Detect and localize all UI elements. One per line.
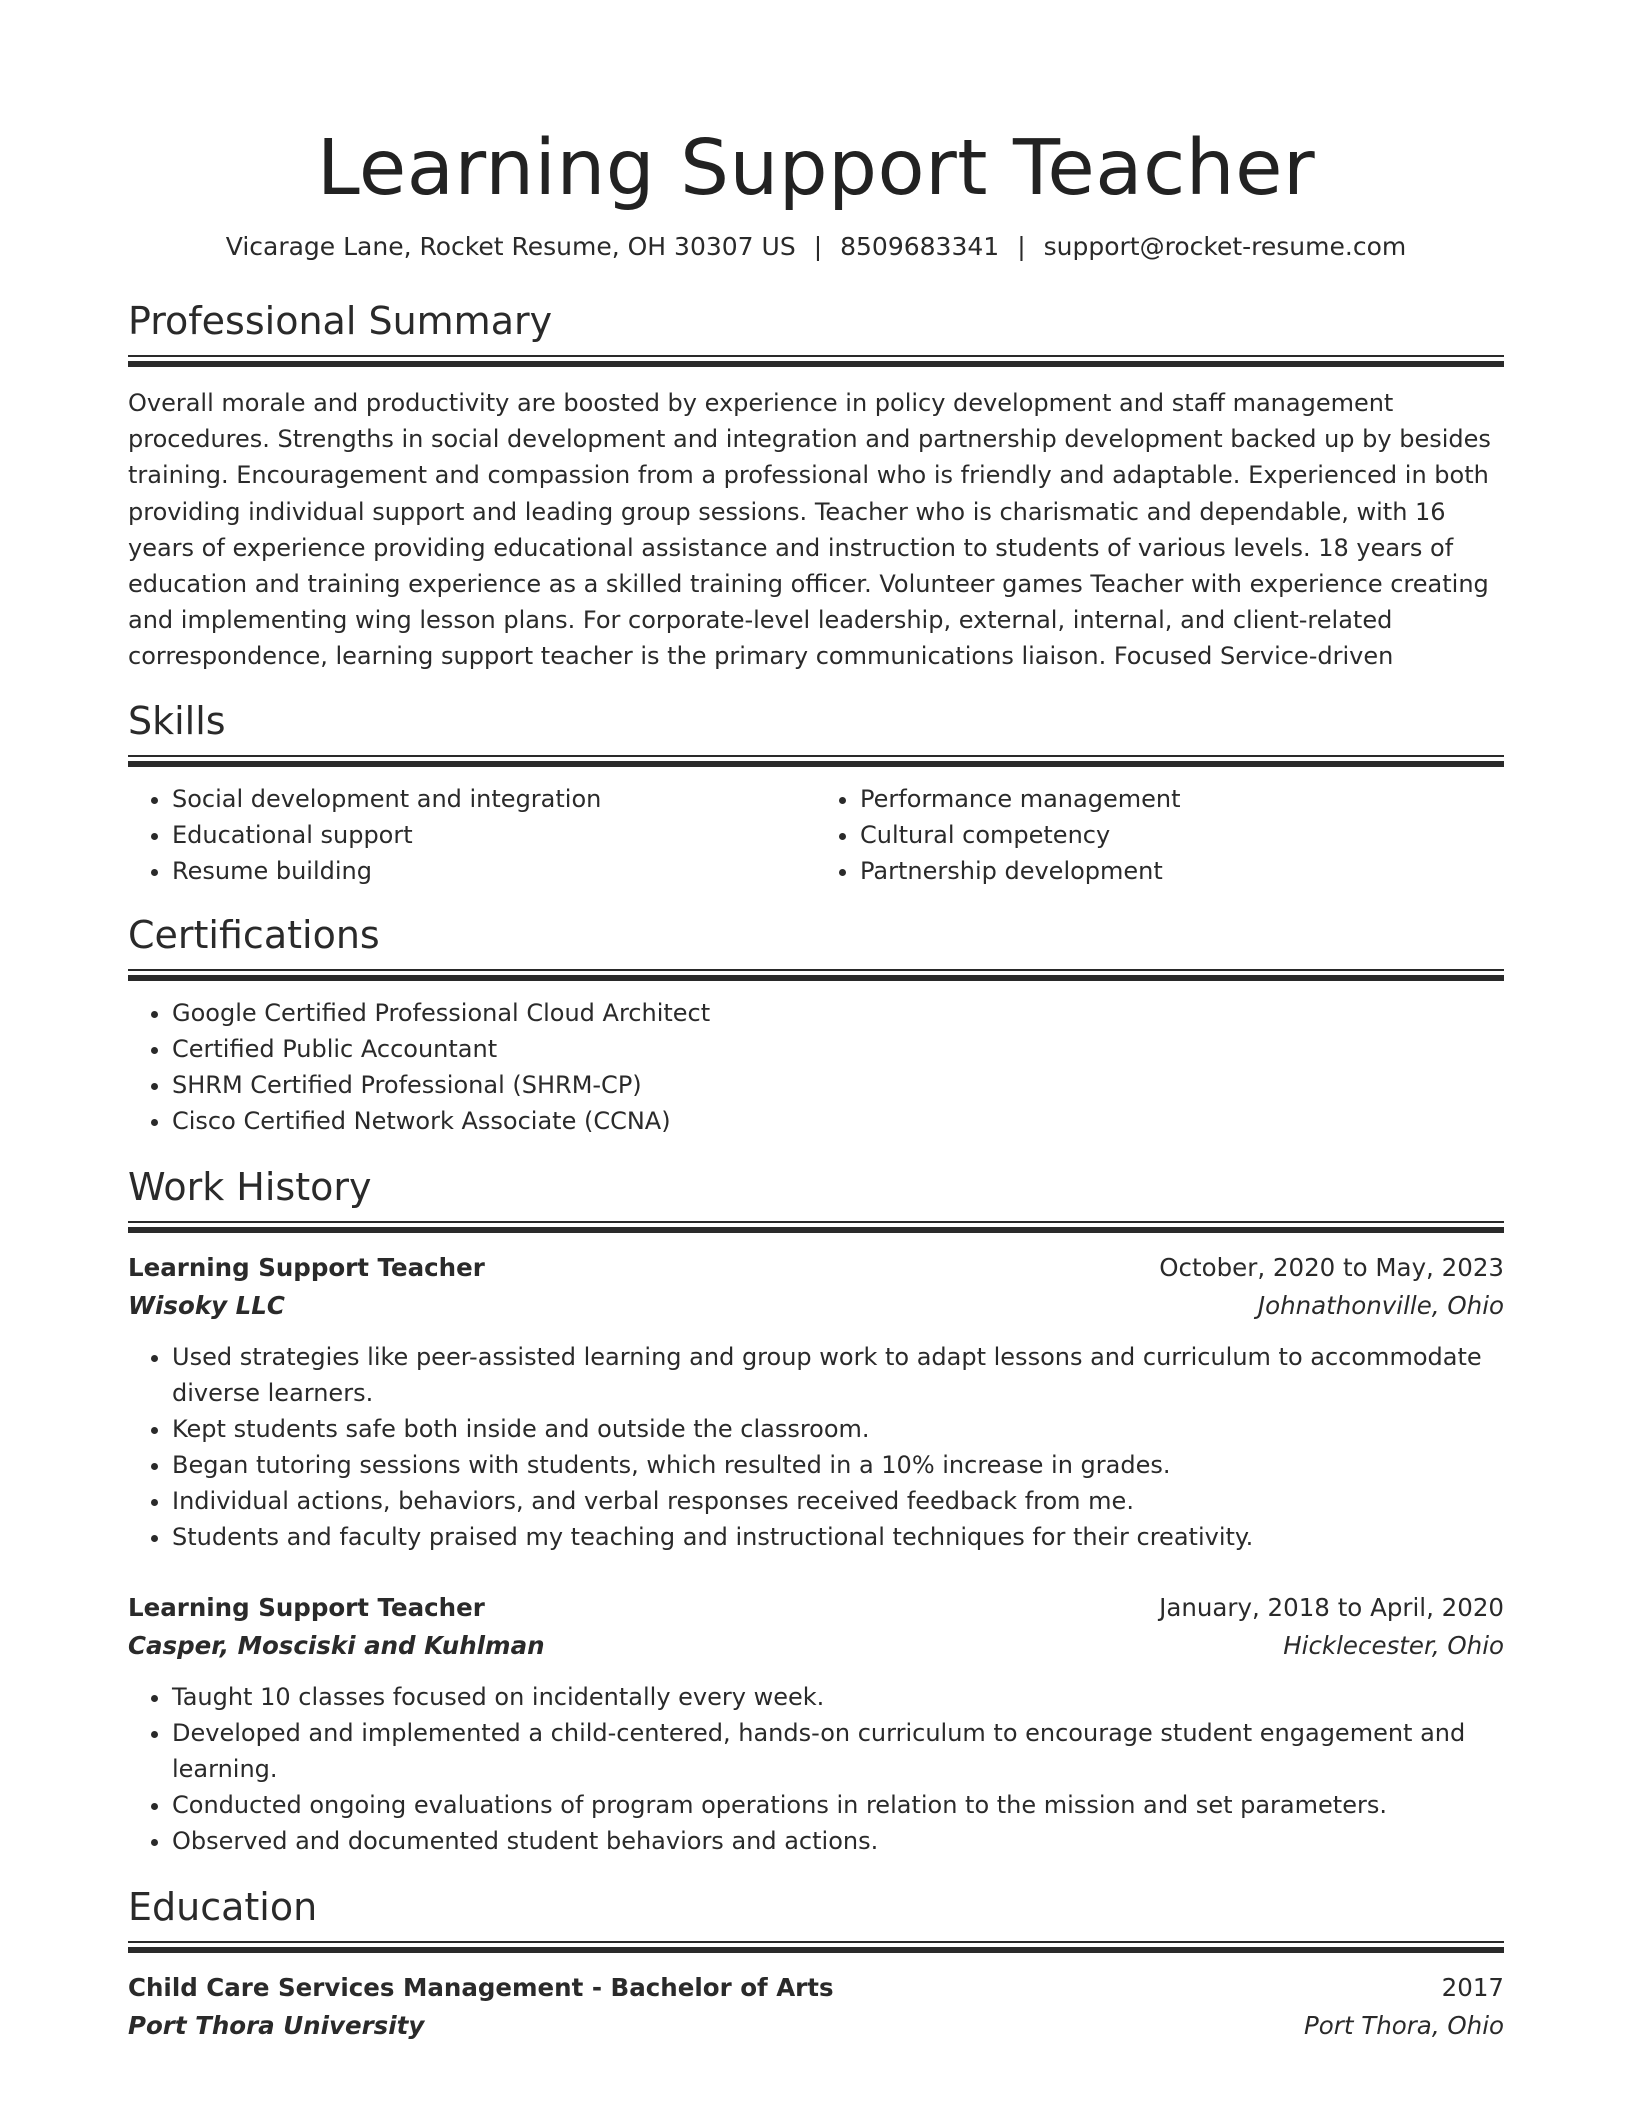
job-location: Hicklecester, Ohio	[1283, 1630, 1504, 1660]
skills-list-right	[816, 781, 1504, 889]
skills-grid	[128, 767, 1504, 889]
work-history-section	[128, 1163, 1504, 1859]
summary-text: Overall morale and productivity are boosted by experience in policy development and staff management procedures. Strengths in social development and integration and partnership development backed up by besides training. Encouragement and compassion from a professional who is friendly and adaptable. Experienced in both providing individual support and leading group sessions. Teacher who is charismatic and dependable, with 16 years of experience providing educational assistance and instruction to students of various levels. 18 years of education and training experience as a skilled training officer. Volunteer games Teacher with experience creating and implementing wing lesson plans. For corporate-level leadership, external, internal, and client-related correspondence, learning support teacher is the primary communications liaison. Focused Service-driven	[128, 389, 1491, 671]
section-divider	[128, 969, 1504, 981]
job-company: Casper, Mosciski and Kuhlman	[128, 1630, 545, 1660]
job-duty: • Began tutoring sessions with students, which resulted in a 10% increase in grades.	[172, 1447, 1504, 1483]
contact-separator: |	[1017, 232, 1026, 261]
education-heading: Education	[128, 1884, 318, 1929]
education-location: Port Thora, Ohio	[1304, 2010, 1504, 2040]
job-dates: October, 2020 to May, 2023	[1159, 1252, 1504, 1282]
skill-item: • Partnership development	[860, 853, 1504, 889]
job-company-row	[128, 1287, 1504, 1325]
education-degree-row	[128, 1969, 1504, 2007]
job-entry	[128, 1589, 1504, 1859]
job-company: Wisoky LLC	[128, 1290, 285, 1320]
job-entry	[128, 1249, 1504, 1555]
job-title: Learning Support Teacher	[128, 1592, 485, 1622]
contact-address: Vicarage Lane, Rocket Resume, OH 30307 US	[225, 232, 796, 261]
contact-separator: |	[813, 232, 823, 261]
contact-phone: 8509683341	[840, 232, 1000, 261]
summary-heading: Professional Summary	[128, 299, 553, 343]
education-section	[128, 1883, 1504, 2045]
certification-item: • Cisco Certified Network Associate (CCNA)	[172, 1103, 1504, 1139]
certifications-section	[128, 911, 1504, 1139]
skill-item: • Performance management	[860, 781, 1504, 817]
skill-item: • Resume building	[172, 853, 816, 889]
skills-list-left	[128, 781, 816, 889]
section-divider	[128, 755, 1504, 767]
contact-line	[128, 230, 1504, 264]
job-dates: January, 2018 to April, 2020	[1159, 1592, 1504, 1622]
certifications-list	[128, 995, 1504, 1139]
skill-item: • Cultural competency	[860, 817, 1504, 853]
job-title: Learning Support Teacher	[128, 1252, 485, 1282]
skills-section	[128, 697, 1504, 889]
job-duty: • Developed and implemented a child-centered, hands-on curriculum to encourage student engagement and learning.	[172, 1715, 1504, 1787]
education-degree: Child Care Services Management - Bachelor of Arts	[128, 1972, 834, 2002]
section-divider	[128, 355, 1504, 367]
job-duty: • Conducted ongoing evaluations of program operations in relation to the mission and set parameters.	[172, 1787, 1504, 1823]
job-location: Johnathonville, Ohio	[1257, 1290, 1504, 1320]
section-divider	[128, 1941, 1504, 1953]
job-duties-list	[128, 1679, 1504, 1859]
skills-heading: Skills	[128, 698, 226, 743]
job-duties-list	[128, 1339, 1504, 1555]
work-history-heading: Work History	[128, 1164, 372, 1209]
certifications-heading: Certifications	[128, 912, 380, 957]
section-divider	[128, 1221, 1504, 1233]
job-duty: • Observed and documented student behaviors and actions.	[172, 1823, 1504, 1859]
job-duty: • Individual actions, behaviors, and verbal responses received feedback from me.	[172, 1483, 1504, 1519]
job-company-row	[128, 1627, 1504, 1665]
resume-name: Learning Support Teacher	[316, 124, 1316, 213]
education-school-row	[128, 2007, 1504, 2045]
job-duty: • Kept students safe both inside and outside the classroom.	[172, 1411, 1504, 1447]
contact-email: support@rocket-resume.com	[1043, 232, 1407, 261]
education-entry	[128, 1969, 1504, 2045]
job-header-row	[128, 1249, 1504, 1287]
education-school: Port Thora University	[128, 2010, 425, 2040]
summary-section	[128, 297, 1504, 675]
certification-item: • Certified Public Accountant	[172, 1031, 1504, 1067]
certification-item: • Google Certified Professional Cloud Architect	[172, 995, 1504, 1031]
skill-item: • Social development and integration	[172, 781, 816, 817]
job-duty: • Students and faculty praised my teaching and instructional techniques for their creativity.	[172, 1519, 1504, 1555]
job-header-row	[128, 1589, 1504, 1627]
certification-item: • SHRM Certified Professional (SHRM-CP)	[172, 1067, 1504, 1103]
education-year: 2017	[1441, 1972, 1504, 2002]
job-duty: • Taught 10 classes focused on incidentally every week.	[172, 1679, 1504, 1715]
skill-item: • Educational support	[172, 817, 816, 853]
job-duty: • Used strategies like peer-assisted learning and group work to adapt lessons and curriculum to accommodate diverse learners.	[172, 1339, 1504, 1411]
